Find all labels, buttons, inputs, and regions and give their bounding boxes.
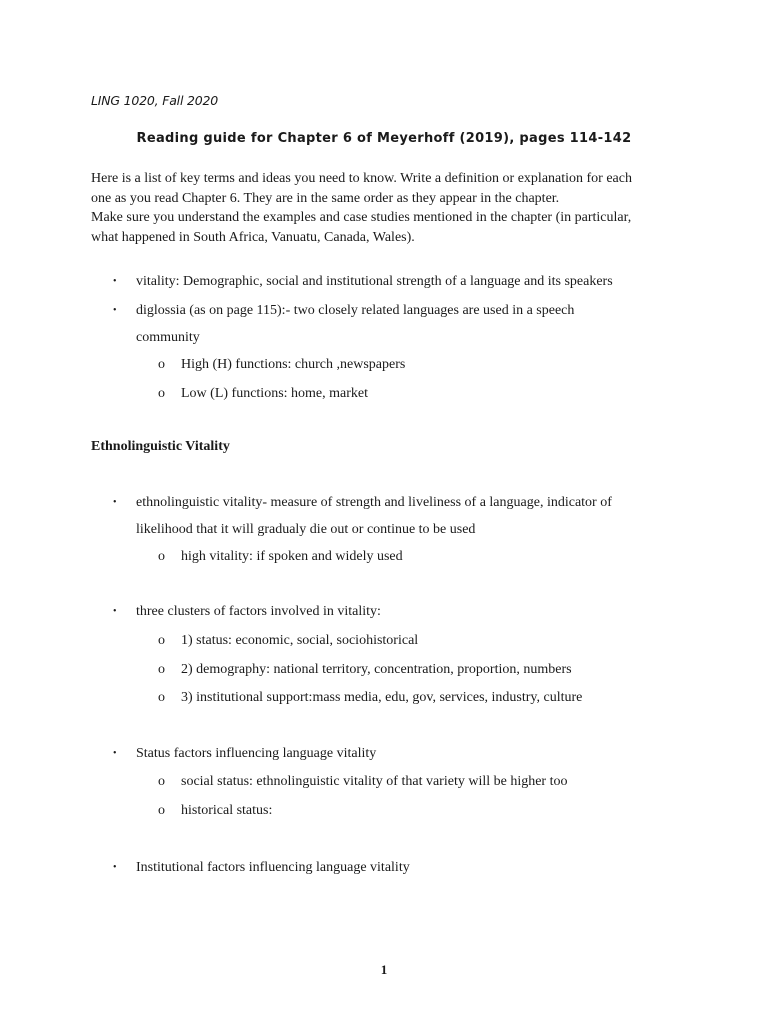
bullet-marker: • bbox=[113, 606, 117, 617]
page-number: 1 bbox=[380, 962, 388, 977]
sub-bullet-marker: o bbox=[158, 549, 165, 564]
sub-item-historical-status: historical status: bbox=[181, 803, 273, 818]
sub-item-social-status: social status: ethnolinguistic vitality of that variety will be higher too bbox=[181, 774, 568, 789]
term-vitality: vitality: Demographic, social and institutional strength of a language and its speakers bbox=[136, 274, 613, 289]
sub-item-institutional-support: 3) institutional support:mass media, edu, gov, services, industry, culture bbox=[181, 690, 583, 705]
intro-line: what happened in South Africa, Vanuatu, Canada, Wales). bbox=[91, 229, 415, 245]
sub-item-high-vitality: high vitality: if spoken and widely used bbox=[181, 549, 403, 564]
sub-bullet-marker: o bbox=[158, 690, 165, 705]
sub-bullet-marker: o bbox=[158, 774, 165, 789]
sub-item-demography: 2) demography: national territory, concentration, proportion, numbers bbox=[181, 662, 572, 677]
term-diglossia-cont: community bbox=[136, 330, 200, 345]
term-institutional-factors: Institutional factors influencing language vitality bbox=[136, 860, 410, 875]
intro-paragraph bbox=[91, 169, 691, 247]
sub-item-status: 1) status: economic, social, sociohistorical bbox=[181, 633, 419, 648]
course-label: LING 1020, Fall 2020 bbox=[91, 93, 218, 108]
sub-bullet-marker: o bbox=[158, 357, 165, 372]
bullet-marker: • bbox=[113, 276, 117, 287]
bullet-marker: • bbox=[113, 497, 117, 508]
section-heading: Ethnolinguistic Vitality bbox=[91, 439, 230, 454]
sub-bullet-marker: o bbox=[158, 633, 165, 648]
sub-bullet-marker: o bbox=[158, 803, 165, 818]
intro-line: Make sure you understand the examples and case studies mentioned in the chapter (in particular, bbox=[91, 210, 632, 225]
sub-item-low-functions: Low (L) functions: home, market bbox=[181, 386, 369, 401]
term-ethnolinguistic-vitality-cont: likelihood that it will gradualy die out or continue to be used bbox=[136, 522, 476, 537]
bullet-marker: • bbox=[113, 862, 117, 873]
sub-item-high-functions: High (H) functions: church ,newspapers bbox=[181, 357, 406, 372]
sub-bullet-marker: o bbox=[158, 386, 165, 401]
intro-line: Here is a list of key terms and ideas you need to know. Write a definition or explanation for each bbox=[91, 171, 632, 186]
intro-line: one as you read Chapter 6. They are in the same order as they appear in the chapter. bbox=[91, 190, 560, 206]
term-status-factors: Status factors influencing language vitality bbox=[136, 746, 377, 761]
term-clusters: three clusters of factors involved in vitality: bbox=[136, 604, 381, 619]
term-diglossia: diglossia (as on page 115):- two closely related languages are used in a speech bbox=[136, 303, 575, 318]
bullet-marker: • bbox=[113, 305, 117, 316]
page-title: Reading guide for Chapter 6 of Meyerhoff (2019), pages 114-142 bbox=[136, 131, 632, 146]
term-ethnolinguistic-vitality: ethnolinguistic vitality- measure of strength and liveliness of a language, indicator of bbox=[136, 495, 612, 510]
bullet-marker: • bbox=[113, 748, 117, 759]
sub-bullet-marker: o bbox=[158, 662, 165, 677]
